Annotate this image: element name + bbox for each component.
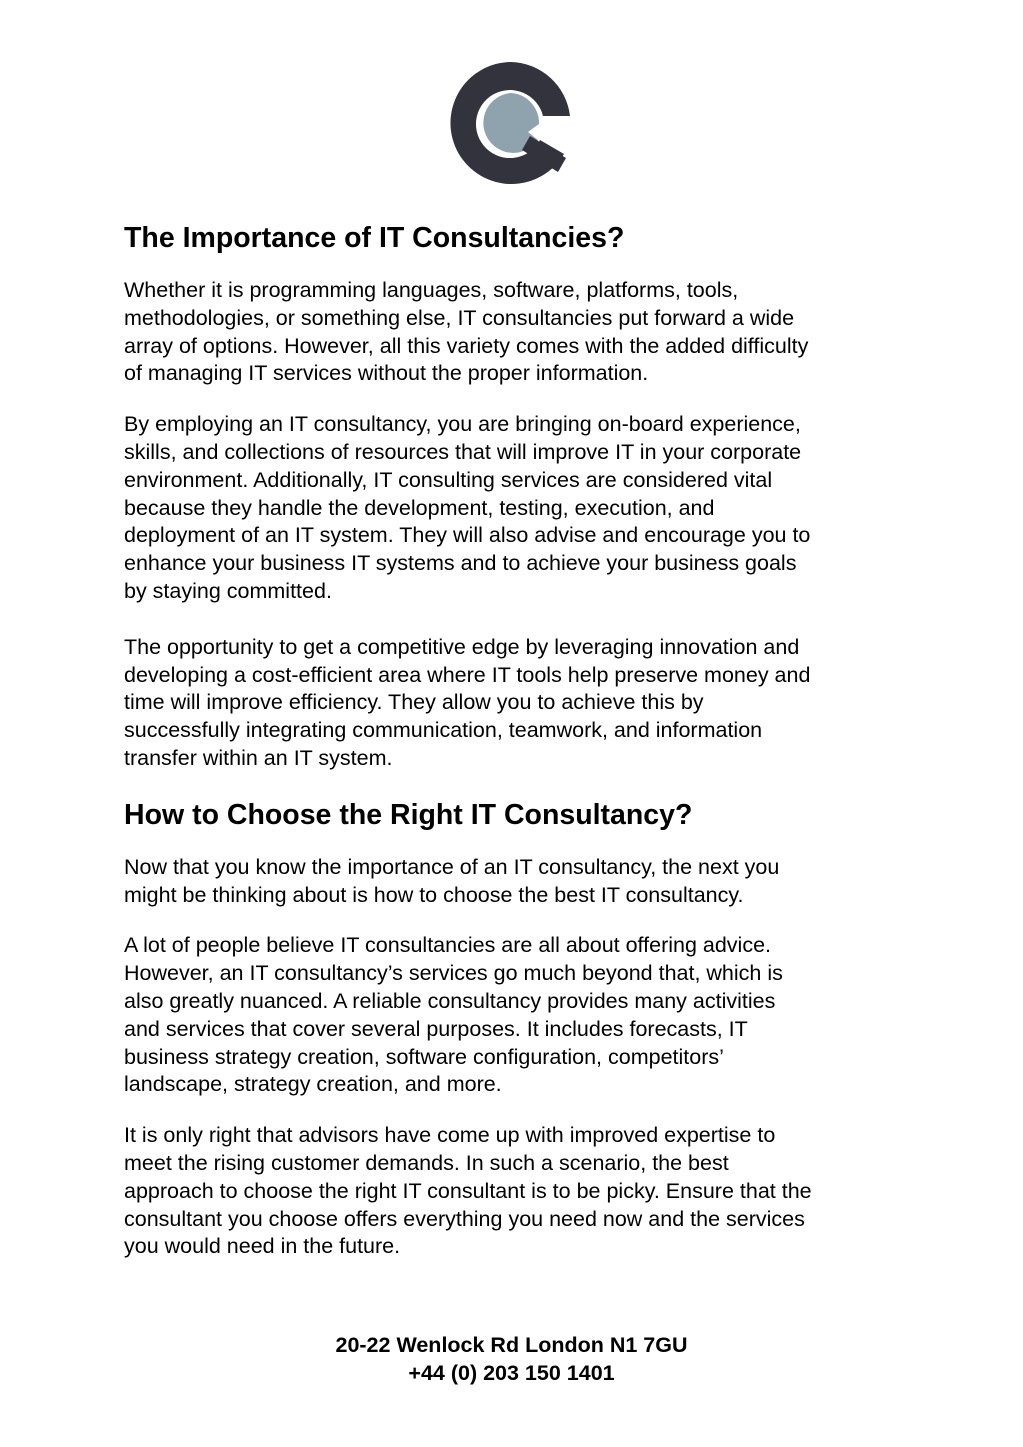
paragraph: A lot of people believe IT consultancies are all about offering advice. However, an IT consultancy’s services go much beyond that, which is also greatly nuanced. A reliable consultancy provides many activities and services that cover several purposes. It includes forecasts, IT business strategy creation, software configuration, competitors’ landscape, strategy creation, and more.	[124, 933, 783, 1097]
section-heading-importance: The Importance of IT Consultancies?	[124, 222, 625, 254]
footer-address: 20-22 Wenlock Rd London N1 7GU	[335, 1333, 688, 1357]
paragraph: Whether it is programming languages, software, platforms, tools, methodologies, or something else, IT consultancies put forward a wide array of options. However, all this variety comes with the added difficulty of managing IT services without the proper information.	[124, 278, 809, 386]
paragraph: It is only right that advisors have come up with improved expertise to meet the rising customer demands. In such a scenario, the best approach to choose the right IT consultant is to be picky. Ensure that the consultant you choose offers everything you need now and the services you would need in the future.	[124, 1123, 812, 1259]
document-body	[124, 220, 914, 1261]
q-logo-icon	[448, 60, 574, 186]
paragraph: By employing an IT consultancy, you are bringing on-board experience, skills, and collections of resources that will improve IT in your corporate environment. Additionally, IT consulting services are considered vital because they handle the development, testing, execution, and deployment of an IT system. They will also advise and encourage you to enhance your business IT systems and to achieve your business goals by staying committed.	[124, 412, 811, 603]
paragraph: Now that you know the importance of an IT consultancy, the next you might be thinking about is how to choose the best IT consultancy.	[124, 854, 780, 907]
footer	[0, 1331, 1023, 1387]
section-heading-choose: How to Choose the Right IT Consultancy?	[124, 798, 693, 831]
paragraph: The opportunity to get a competitive edge by leveraging innovation and developing a cost-efficient area where IT tools help preserve money and time will improve efficiency. They allow you to achieve this by successfully integrating communication, teamwork, and information transfer within an IT system.	[124, 634, 811, 770]
footer-phone: +44 (0) 203 150 1401	[408, 1361, 615, 1385]
